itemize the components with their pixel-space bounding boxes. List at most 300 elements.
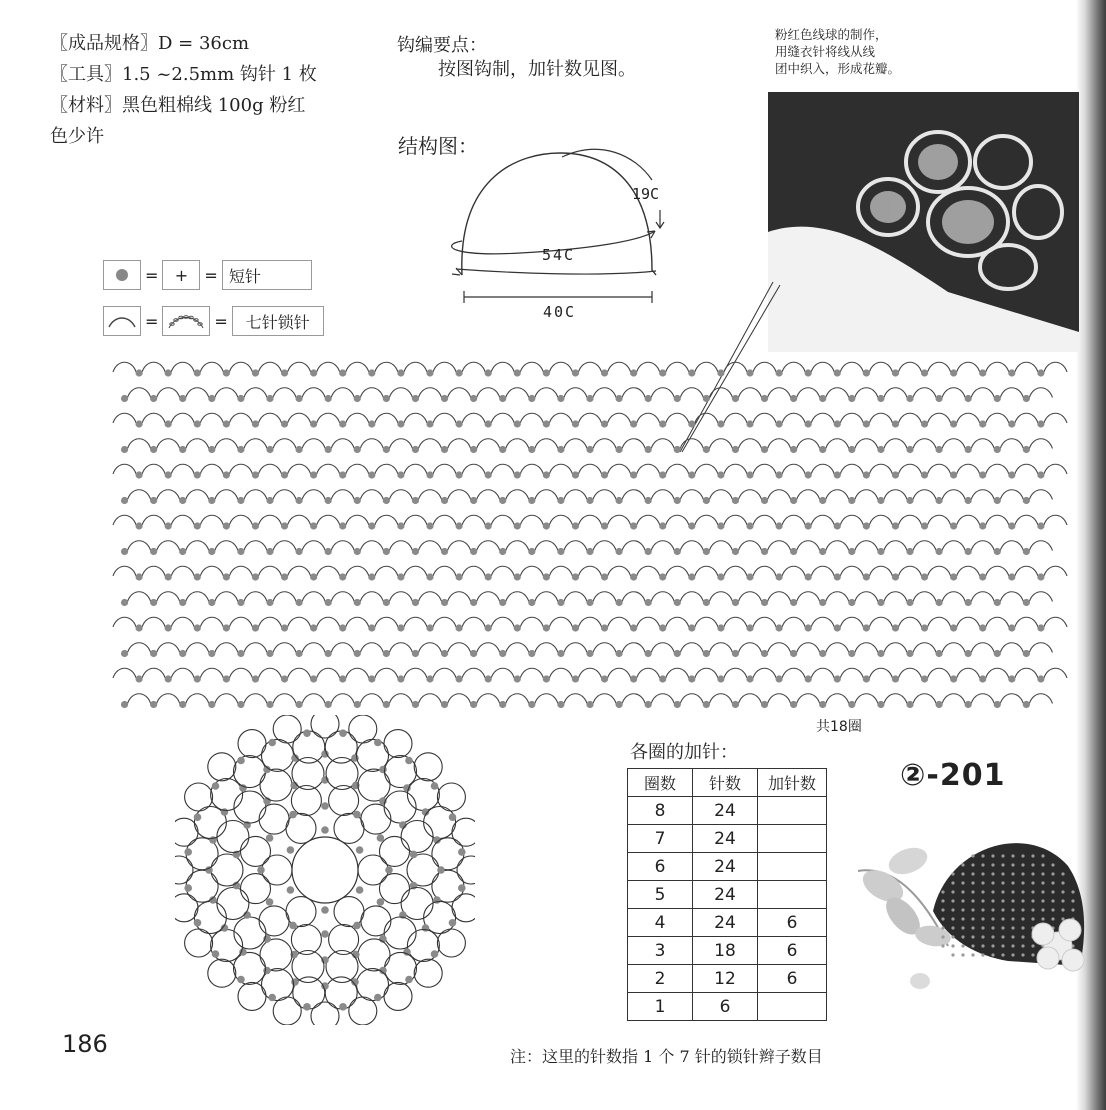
chain-arc: [855, 694, 878, 704]
chain-arc: [418, 439, 441, 449]
chain-arc: [360, 439, 383, 449]
hat-dot: [961, 953, 964, 956]
chain-arc: [375, 617, 398, 627]
stitch-dot: [339, 675, 346, 682]
stitch-dot: [135, 420, 142, 427]
chain-arc: [1015, 413, 1038, 423]
hat-dot: [1011, 872, 1014, 875]
chain-arc: [462, 617, 485, 627]
hat-dot: [971, 890, 974, 893]
chain-arc: [957, 566, 980, 576]
petal-loop: [384, 917, 416, 949]
petal-loop: [349, 715, 377, 743]
chain-arc: [142, 413, 165, 423]
chain-arc: [302, 439, 325, 449]
stitch-dot: [659, 675, 666, 682]
chain-arc: [491, 668, 514, 678]
chain-arc: [506, 439, 529, 449]
chain-arc: [593, 592, 616, 602]
petal-loop: [273, 715, 301, 743]
stitch-dot: [906, 650, 913, 657]
hat-dot: [1021, 890, 1024, 893]
chain-arc: [971, 592, 994, 602]
chain-arc: [840, 362, 863, 372]
hat-dot: [1011, 917, 1014, 920]
stitch-dot: [431, 950, 439, 958]
chain-arc: [637, 668, 660, 678]
chain-arc: [797, 388, 820, 398]
stitch-dot: [761, 650, 768, 657]
stitch-dot: [184, 884, 192, 892]
chain-arc: [957, 362, 980, 372]
chain-arc: [651, 643, 674, 653]
stitch-dot: [321, 982, 329, 990]
stitch-dot: [295, 446, 302, 453]
chain-arc: [1000, 388, 1023, 398]
stitch-dot: [761, 701, 768, 708]
stitch-dot: [449, 919, 457, 927]
stitch-dot: [339, 729, 347, 737]
chain-arc: [520, 617, 543, 627]
stitch-count-cell: 24: [693, 797, 758, 825]
center-ring: [292, 837, 358, 903]
stitch-dot: [1008, 573, 1015, 580]
chain-arc: [884, 592, 907, 602]
hat-dot: [981, 872, 984, 875]
stitch-dot: [703, 599, 710, 606]
label-width: 40C: [543, 303, 577, 321]
petal-loop: [185, 929, 213, 957]
chain-arc: [448, 541, 471, 551]
hat-dot: [961, 872, 964, 875]
stitch-dot: [485, 471, 492, 478]
stitch-dot: [485, 369, 492, 376]
stitch-dot: [994, 395, 1001, 402]
chain-arc: [724, 464, 747, 474]
chain-arc: [404, 362, 427, 372]
hat-dot: [941, 944, 944, 947]
chain-arc: [913, 643, 936, 653]
petal-loop: [457, 856, 475, 884]
stitch-dot: [135, 573, 142, 580]
increase-table-heading: 各圈的加针：: [630, 742, 738, 763]
stitch-dot: [659, 573, 666, 580]
legend-eq-2: =: [204, 265, 218, 285]
chain-arc: [913, 541, 936, 551]
chain-arc: [826, 541, 849, 551]
chain-arc: [128, 541, 151, 551]
increase-cell: [758, 853, 827, 881]
stitch-dot: [339, 522, 346, 529]
chain-arc: [535, 643, 558, 653]
stitch-dot: [295, 650, 302, 657]
chain-arc: [884, 541, 907, 551]
photo-caption: [775, 26, 900, 77]
chain-arc: [215, 388, 238, 398]
table-row: [628, 853, 827, 881]
stitch-dot: [237, 701, 244, 708]
chain-arc: [797, 694, 820, 704]
chain-arc: [666, 464, 689, 474]
stitch-dot: [935, 497, 942, 504]
stitch-dot: [412, 599, 419, 606]
stitch-dot: [717, 573, 724, 580]
chain-arc: [855, 592, 878, 602]
stitch-dot: [321, 906, 329, 914]
stitch-dot: [325, 497, 332, 504]
stitch-count-cell: 24: [693, 881, 758, 909]
stitch-dot: [179, 446, 186, 453]
stitch-dot: [458, 884, 466, 892]
hat-dot: [1031, 863, 1034, 866]
legend-dot-box: [103, 260, 141, 290]
chain-arc: [418, 592, 441, 602]
hat-dot: [981, 926, 984, 929]
chain-arc: [448, 439, 471, 449]
hat-dot: [991, 926, 994, 929]
chain-arc: [375, 464, 398, 474]
stitch-dot: [688, 573, 695, 580]
chain-arc: [317, 464, 340, 474]
chain-arc: [637, 464, 660, 474]
stitch-dot: [615, 701, 622, 708]
stitch-dot: [979, 420, 986, 427]
hat-dot: [1071, 899, 1074, 902]
chain-arc: [1000, 643, 1023, 653]
chain-arc: [709, 388, 732, 398]
petal-loop: [241, 836, 271, 866]
chain-arc: [680, 388, 703, 398]
petal-loop: [437, 929, 465, 957]
chain-arc: [971, 541, 994, 551]
stitch-dot: [485, 675, 492, 682]
notes-heading: 钩编要点：: [397, 35, 487, 56]
stitch-dot: [557, 548, 564, 555]
stitch-dot: [281, 675, 288, 682]
chain-arc: [317, 668, 340, 678]
chain-arc: [375, 515, 398, 525]
chain-arc: [942, 592, 965, 602]
petal-loop: [238, 982, 266, 1010]
stitch-dot: [368, 369, 375, 376]
chain-arc: [360, 541, 383, 551]
chain-arc: [884, 694, 907, 704]
stitch-dot: [528, 497, 535, 504]
chain-arc: [404, 413, 427, 423]
stitch-dot: [354, 701, 361, 708]
hat-dot: [961, 881, 964, 884]
chain-arc: [128, 643, 151, 653]
stitch-dot: [1023, 548, 1030, 555]
stitch-dot: [135, 522, 142, 529]
chain-arc: [651, 694, 674, 704]
chain-arc: [215, 490, 238, 500]
stitch-dot: [746, 471, 753, 478]
chain-arc: [608, 668, 631, 678]
stitch-dot: [557, 446, 564, 453]
stitch-dot: [385, 866, 393, 874]
chain-arc: [637, 566, 660, 576]
chain-arc: [942, 388, 965, 398]
hat-dot: [951, 908, 954, 911]
hat-dot: [991, 899, 994, 902]
stitch-dot: [339, 420, 346, 427]
stitch-dot: [935, 701, 942, 708]
chain-arc: [840, 566, 863, 576]
petal-loop: [414, 959, 442, 987]
stitch-dot: [1037, 369, 1044, 376]
chain-arc: [884, 388, 907, 398]
stitch-dot: [688, 624, 695, 631]
stitch-dot: [339, 471, 346, 478]
stitch-dot: [979, 675, 986, 682]
petal-loop: [414, 753, 442, 781]
stitch-dot: [921, 471, 928, 478]
stitch-dot: [194, 522, 201, 529]
stitch-dot: [950, 522, 957, 529]
stitch-dot: [321, 930, 329, 938]
stitch-dot: [746, 369, 753, 376]
chain-arc: [128, 694, 151, 704]
chain-arc: [273, 592, 296, 602]
chain-arc: [957, 515, 980, 525]
stitch-dot: [179, 548, 186, 555]
stitch-dot: [150, 650, 157, 657]
stitch-dot: [630, 573, 637, 580]
stitch-dot: [455, 420, 462, 427]
hat-dot: [981, 899, 984, 902]
chain-arc: [1029, 592, 1052, 602]
hat-dot: [981, 908, 984, 911]
chain-arc: [128, 490, 151, 500]
stitch-dot: [426, 573, 433, 580]
stitch-dot: [287, 886, 295, 894]
chain-arc: [637, 413, 660, 423]
hat-dot: [1061, 899, 1064, 902]
stitch-dot: [659, 471, 666, 478]
stitch-dot: [557, 701, 564, 708]
stitch-dot: [281, 624, 288, 631]
chain-arc: [1044, 413, 1067, 423]
stitch-dot: [354, 395, 361, 402]
stitch-dot: [194, 420, 201, 427]
hat-dot: [1031, 881, 1034, 884]
stitch-dot: [775, 369, 782, 376]
hat-dot: [1001, 890, 1004, 893]
stitch-dot: [121, 650, 128, 657]
stitch-dot: [354, 599, 361, 606]
chain-arc: [186, 388, 209, 398]
petal-loop: [234, 791, 266, 823]
stitch-dot: [586, 701, 593, 708]
stitch-dot: [586, 497, 593, 504]
chain-arc: [884, 643, 907, 653]
stitch-dot: [212, 782, 220, 790]
legend-plus-box: +: [162, 260, 200, 290]
petal-loop: [234, 917, 266, 949]
chain-arc: [666, 362, 689, 372]
hat-dot: [941, 890, 944, 893]
stitch-dot: [368, 573, 375, 580]
chain-arc: [433, 566, 456, 576]
hat-dot: [1051, 899, 1054, 902]
chain-arc: [928, 464, 951, 474]
hat-dot: [981, 953, 984, 956]
spec-material-1: 〖材料〗黑色粗棉线 100g 粉红: [50, 95, 306, 116]
stitch-dot: [601, 420, 608, 427]
col-header-round: 圈数: [628, 769, 693, 797]
chain-arc: [157, 643, 180, 653]
chain-arc: [986, 464, 1009, 474]
stitch-count-cell: 6: [693, 993, 758, 1021]
stitch-dot: [426, 624, 433, 631]
stitch-dot: [965, 548, 972, 555]
stitch-dot: [514, 675, 521, 682]
stitch-dot: [383, 446, 390, 453]
chain-arc: [375, 413, 398, 423]
chain-arc: [535, 439, 558, 449]
chain-arc: [724, 515, 747, 525]
stitch-dot: [397, 471, 404, 478]
chain-arc: [171, 515, 194, 525]
stitch-dot: [455, 471, 462, 478]
stitch-dot: [281, 573, 288, 580]
hat-dot: [1021, 881, 1024, 884]
chain-arc: [157, 541, 180, 551]
spec-tool: 〖工具〗1.5 ~2.5mm 钩针 1 枚: [50, 64, 317, 85]
stitch-dot: [601, 573, 608, 580]
hat-dot: [1011, 881, 1014, 884]
stitch-dot: [979, 369, 986, 376]
hat-dot: [1061, 908, 1064, 911]
stitch-dot: [268, 994, 276, 1002]
round-cell: 8: [628, 797, 693, 825]
hat-dot: [1001, 899, 1004, 902]
stitch-dot: [237, 757, 245, 765]
petal-loop: [329, 925, 359, 955]
chain-arc: [753, 413, 776, 423]
chain-arc: [680, 490, 703, 500]
stitch-dot: [921, 675, 928, 682]
stitch-dot: [921, 573, 928, 580]
stitch-dot: [223, 369, 230, 376]
chain-arc: [404, 668, 427, 678]
hat-dot: [971, 854, 974, 857]
stitch-dot: [543, 624, 550, 631]
stitch-dot: [514, 573, 521, 580]
chain-arc: [811, 668, 834, 678]
hat-dot: [1001, 872, 1004, 875]
stitch-dot: [645, 497, 652, 504]
chain-arc: [433, 668, 456, 678]
stitch-dot: [470, 497, 477, 504]
chain-arc: [680, 592, 703, 602]
chain-arc: [971, 643, 994, 653]
stitch-dot: [761, 497, 768, 504]
chain-arc: [811, 566, 834, 576]
chain-arc: [288, 566, 311, 576]
stitch-dot: [586, 548, 593, 555]
stitch-dot: [805, 675, 812, 682]
stitch-dot: [557, 599, 564, 606]
chain-arc: [171, 566, 194, 576]
stitch-dot: [377, 898, 385, 906]
stitch-dot: [586, 650, 593, 657]
stitch-dot: [1023, 446, 1030, 453]
stitch-dot: [863, 573, 870, 580]
stitch-dot: [601, 369, 608, 376]
stitch-dot: [717, 624, 724, 631]
hat-dot: [961, 899, 964, 902]
petal-loop: [217, 888, 249, 920]
stitch-dot: [165, 369, 172, 376]
stitch-dot: [194, 675, 201, 682]
chain-arc: [564, 592, 587, 602]
stitch-dot: [377, 834, 385, 842]
chain-arc: [215, 592, 238, 602]
stitch-dot: [437, 866, 445, 874]
stitch-dot: [645, 548, 652, 555]
chain-arc: [549, 413, 572, 423]
chain-arc: [768, 694, 791, 704]
stitch-dot: [1008, 624, 1015, 631]
stitch-dot: [572, 420, 579, 427]
chain-arc: [753, 362, 776, 372]
hat-dot: [1041, 908, 1044, 911]
chain-arc: [418, 694, 441, 704]
stitch-dot: [339, 624, 346, 631]
hat-dot: [991, 944, 994, 947]
hat-dot: [1041, 890, 1044, 893]
chain-arc: [753, 617, 776, 627]
stitch-dot: [310, 522, 317, 529]
chain-arc: [288, 668, 311, 678]
petal-loop: [175, 856, 193, 884]
petal-loop: [334, 897, 364, 927]
hat-dot: [1061, 881, 1064, 884]
hat-dot: [961, 926, 964, 929]
hat-dot: [1031, 953, 1034, 956]
chain-arc: [346, 464, 369, 474]
spec-size: 〖成品规格〗D = 36cm: [50, 33, 250, 54]
chain-arc: [433, 617, 456, 627]
stitch-dot: [499, 599, 506, 606]
stitch-dot: [528, 395, 535, 402]
chain-arc: [898, 668, 921, 678]
stitch-dot: [732, 548, 739, 555]
stitch-dot: [266, 650, 273, 657]
chain-arc: [826, 592, 849, 602]
stitch-dot: [717, 675, 724, 682]
stitch-dot: [674, 701, 681, 708]
chain-arc: [157, 439, 180, 449]
hat-dot: [1011, 908, 1014, 911]
chain-arc: [695, 566, 718, 576]
stitch-dot: [325, 548, 332, 555]
stitch-dot: [1008, 522, 1015, 529]
chain-arc: [593, 541, 616, 551]
hat-dot: [1051, 881, 1054, 884]
stitch-dot: [906, 395, 913, 402]
chain-arc: [273, 490, 296, 500]
chain-arc: [578, 413, 601, 423]
hat-dot: [1001, 944, 1004, 947]
chain-arc: [288, 362, 311, 372]
stitch-dot: [165, 624, 172, 631]
petal-loop: [291, 925, 321, 955]
stitch-dot: [703, 395, 710, 402]
stitch-dot: [717, 369, 724, 376]
